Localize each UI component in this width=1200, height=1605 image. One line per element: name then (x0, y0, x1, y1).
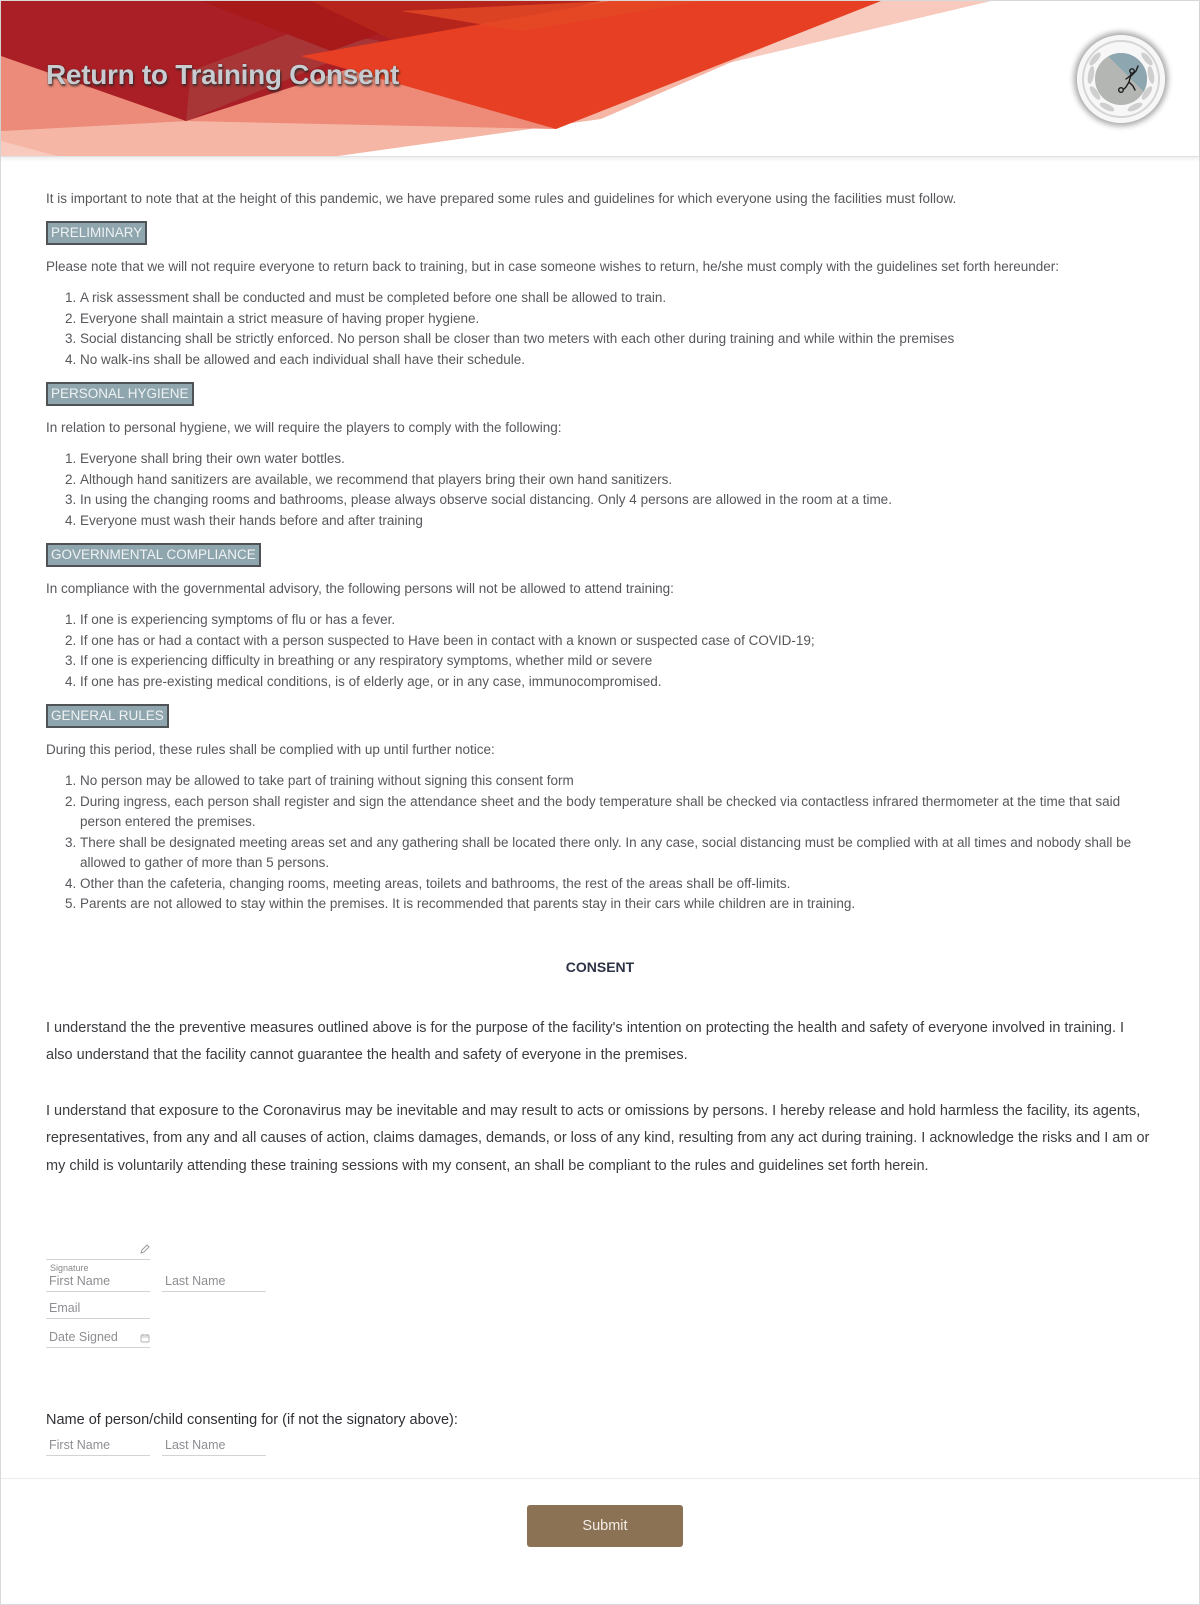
list-item: 4. No walk-ins shall be allowed and each individual shall have their schedule. (80, 350, 1154, 371)
child-first-name-field[interactable] (46, 1437, 150, 1456)
section-label: GENERAL RULES (46, 704, 169, 728)
list-item: 1. A risk assessment shall be conducted and must be completed before one shall be allowed to train. (80, 288, 1154, 309)
section-description: In compliance with the governmental advisory, the following persons will not be allowed to attend training: (46, 581, 674, 596)
email-row (46, 1300, 1154, 1319)
list-item: 2. Although hand sanitizers are available, we recommend that players bring their own hand sanitizers. (80, 470, 1154, 491)
soccer-player-laurel-logo-icon (1077, 35, 1165, 123)
form-header (1, 1, 1199, 157)
list-item: 5. Parents are not allowed to stay within the premises. It is recommended that parents stay in their cars while children are in training. (80, 894, 1154, 915)
section-description: Please note that we will not require everyone to return back to training, but in case someone wishes to return, he/she must comply with the guidelines set forth hereunder: (46, 259, 1060, 274)
intro-text: It is important to note that at the height of this pandemic, we have prepared some rules and guidelines for which everyone using the facilities must follow. (46, 191, 957, 206)
date-field-wrapper (46, 1328, 150, 1348)
submit-button[interactable]: Submit (527, 1505, 683, 1547)
list-item: 1. Everyone shall bring their own water bottles. (80, 449, 1154, 470)
list-item: 2. If one has or had a contact with a person suspected to Have been in contact with a known or suspected case of COVID-19; (80, 631, 1154, 652)
list-item: 4. Everyone must wash their hands before and after training (80, 511, 1154, 532)
section-preliminary (46, 209, 1154, 370)
list-item: 4. Other than the cafeteria, changing rooms, meeting areas, toilets and bathrooms, the rest of the areas shall be off-limits. (80, 874, 1154, 895)
calendar-icon[interactable] (140, 1333, 150, 1343)
child-last-name-field[interactable] (162, 1437, 266, 1456)
list-item: 2. During ingress, each person shall register and sign the attendance sheet and the body temperature shall be checked via contactless infrared thermometer at the time that said person entered the premises. (80, 792, 1154, 833)
section-governmental-compliance (46, 531, 1154, 692)
signature-label: Signature (50, 1263, 89, 1273)
form-content (1, 157, 1199, 1456)
section-label: GOVERNMENTAL COMPLIANCE (46, 543, 261, 567)
consent-paragraph: I understand that exposure to the Coronavirus may be inevitable and may result to acts or omissions by persons. I hereby release and hold harmless the facility, its agents, representatives, from any and all causes of action, claims damages, demands, or loss of any kind, resulting from any act during training. I acknowledge the risks and I am or my child is voluntarily attending these training sessions with my consent, an shall be compliant to the rules and guidelines set forth herein. (46, 1102, 1150, 1174)
list-item: 1. No person may be allowed to take part of training without signing this consent form (80, 771, 1154, 792)
last-name-field[interactable] (162, 1273, 266, 1292)
list-item: 3. Social distancing shall be strictly enforced. No person shall be closer than two meters with each other during training and while within the premises (80, 329, 1154, 350)
section-description: During this period, these rules shall be complied with up until further notice: (46, 742, 495, 757)
list-item: 2. Everyone shall maintain a strict measure of having proper hygiene. (80, 309, 1154, 330)
form-title: Return to Training Consent (46, 59, 400, 90)
signature-pad[interactable] (46, 1240, 150, 1260)
consent-heading: CONSENT (565, 958, 635, 975)
email-field[interactable] (46, 1300, 150, 1319)
list-item: 3. In using the changing rooms and bathrooms, please always observe social distancing. Only 4 persons are allowed in the room at a time. (80, 490, 1154, 511)
rules-list (46, 449, 1154, 531)
pen-icon (140, 1244, 150, 1254)
section-label: PRELIMINARY (46, 221, 147, 245)
rules-list (46, 771, 1154, 915)
date-signed-field[interactable] (46, 1329, 150, 1348)
name-row (46, 1273, 1154, 1292)
section-label: PERSONAL HYGIENE (46, 382, 194, 406)
rules-list (46, 288, 1154, 370)
rules-list (46, 610, 1154, 692)
list-item: 4. If one has pre-existing medical conditions, is of elderly age, or in any case, immunocompromised. (80, 672, 1154, 693)
child-name-row (46, 1437, 1154, 1456)
date-row (46, 1328, 1154, 1348)
form-footer (1, 1478, 1199, 1604)
signature-block (46, 1240, 1154, 1348)
section-description: In relation to personal hygiene, we will require the players to comply with the following: (46, 420, 562, 435)
section-general-rules (46, 692, 1154, 915)
list-item: 1. If one is experiencing symptoms of flu or has a fever. (80, 610, 1154, 631)
first-name-field[interactable] (46, 1273, 150, 1292)
section-personal-hygiene (46, 370, 1154, 531)
child-name-label: Name of person/child consenting for (if not the signatory above): (46, 1412, 458, 1428)
consent-paragraph: I understand the the preventive measures outlined above is for the purpose of the facility's intention on protecting the health and safety of everyone involved in training. I also understand that the facility cannot guarantee the health and safety of everyone in the premises. (46, 1019, 1125, 1063)
list-item: 3. There shall be designated meeting areas set and any gathering shall be located there only. In any case, social distancing must be complied with at all times and nobody shall be allowed to gather of more than 5 persons. (80, 833, 1154, 874)
list-item: 3. If one is experiencing difficulty in breathing or any respiratory symptoms, whether mild or severe (80, 651, 1154, 672)
